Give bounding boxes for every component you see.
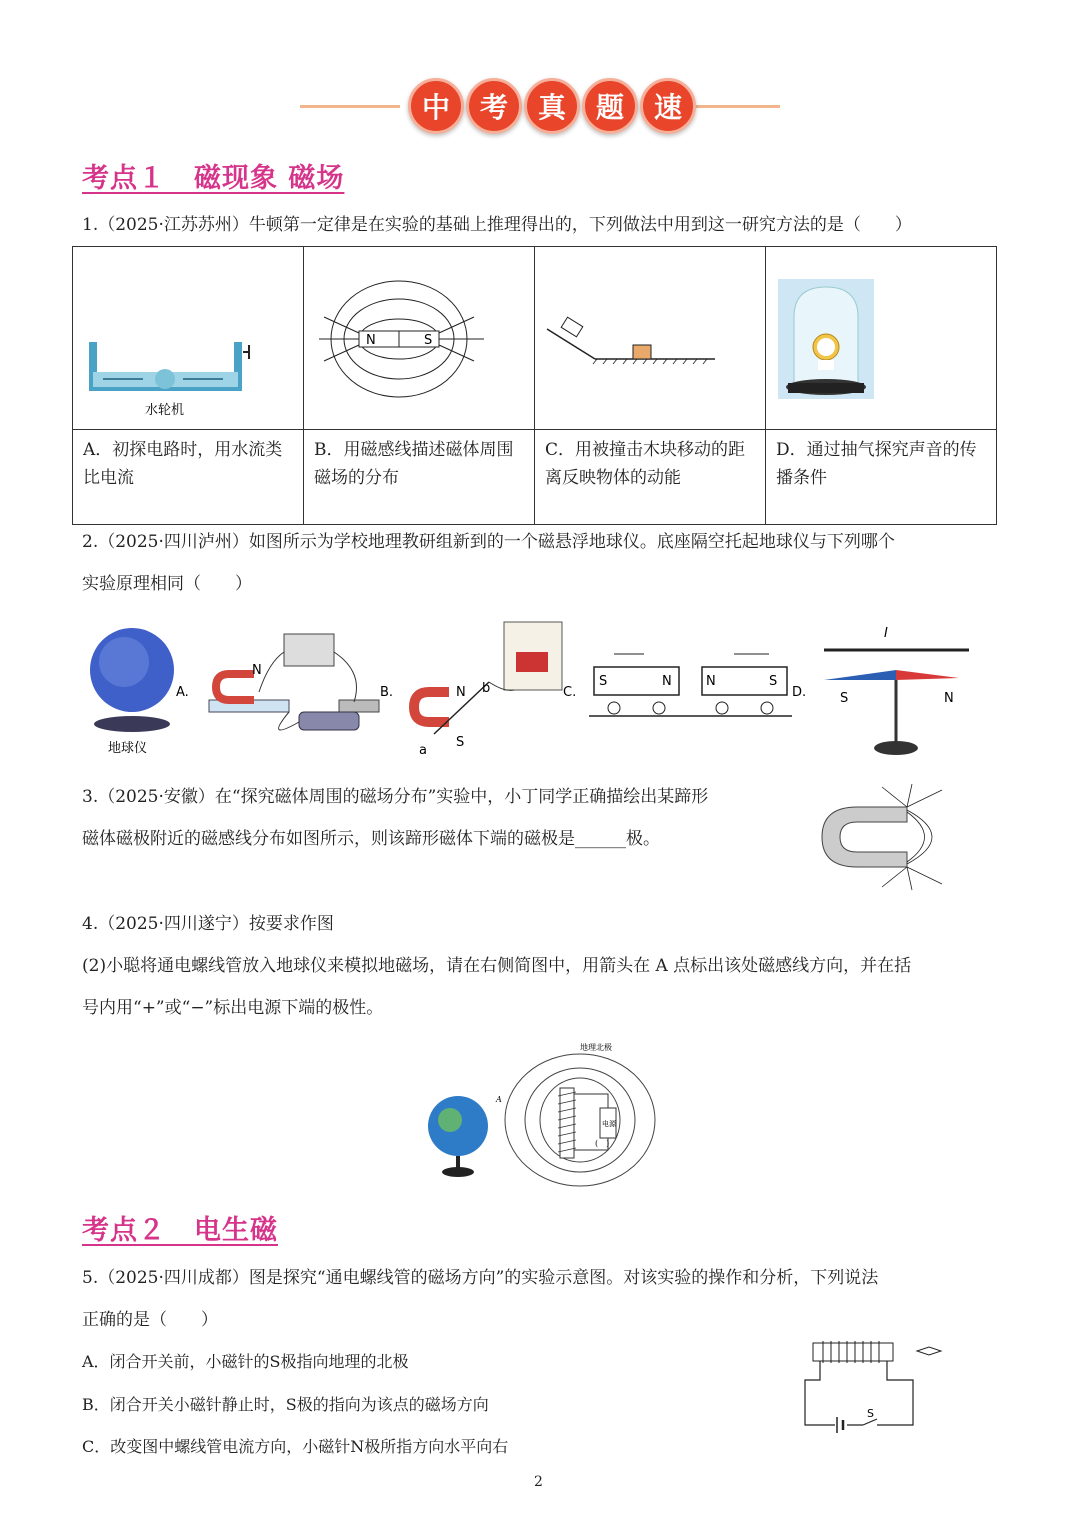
q1-img-b	[304, 247, 535, 430]
q1-magnet-s: S	[424, 333, 433, 348]
page-number: 2	[534, 1474, 543, 1490]
banner-char-3: 真	[524, 78, 580, 134]
banner-char-1: 中	[408, 78, 464, 134]
q2-b-b: b	[482, 681, 491, 696]
q5-figure	[795, 1335, 955, 1445]
q2-c-n1: N	[662, 674, 672, 689]
q3-line-2: 磁体磁极附近的磁感线分布如图所示，则该蹄形磁体下端的磁极是______极。	[82, 829, 660, 849]
q2-c-n2: N	[706, 674, 716, 689]
q4-line-1: 4.（2025·四川遂宁）按要求作图	[82, 914, 334, 934]
q5-line-2: 正确的是（ ）	[82, 1310, 218, 1330]
q3-figure	[812, 782, 962, 892]
q4-line-3: 号内用“+”或“−”标出电源下端的极性。	[82, 998, 384, 1018]
section-1-title: 考点１ 磁现象 磁场	[82, 163, 345, 194]
q2-b-s: S	[456, 735, 465, 750]
header-banner	[300, 78, 780, 134]
q2-b-a: a	[419, 743, 427, 758]
q1-stem: 1.（2025·江苏苏州）牛顿第一定律是在实验的基础上推理得出的，下列做法中用到这一研究方法的是（ ）	[82, 215, 912, 235]
q4-label-geo-north: 地理北极	[580, 1043, 612, 1052]
q2-globe-caption: 地球仪	[108, 741, 148, 756]
q5-switch-label: S	[867, 1407, 874, 1420]
q2-c-s1: S	[599, 674, 608, 689]
q2-c-s2: S	[769, 674, 778, 689]
q1-option-c[interactable]: C．用被撞击木块移动的距离反映物体的动能	[535, 430, 766, 525]
q4-line-2: (2)小聪将通电螺线管放入地球仪来模拟地磁场，请在右侧简图中，用箭头在 A 点标出该处磁感线方向，并在括	[82, 956, 912, 976]
banner-char-4: 题	[582, 78, 638, 134]
q1-options-table	[72, 246, 997, 525]
q1-option-d[interactable]: D．通过抽气探究声音的传播条件	[766, 430, 997, 525]
q2-stem-line-2: 实验原理相同（ ）	[82, 574, 252, 594]
q2-d-s: S	[840, 691, 849, 706]
q1-img-c	[535, 247, 766, 430]
q4-label-power: 电源	[602, 1120, 616, 1128]
q2-d-n: N	[944, 691, 954, 706]
q2-figure	[84, 612, 984, 762]
q2-d-i: I	[884, 626, 888, 641]
q2-label-c: C.	[563, 685, 577, 700]
banner-char-5: 速	[640, 78, 696, 134]
q4-label-paren: ( )	[595, 1139, 610, 1148]
q5-line-1: 5.（2025·四川成都）图是探究“通电螺线管的磁场方向”的实验示意图。对该实验的操作和分析，下列说法	[82, 1268, 879, 1288]
q1-option-b[interactable]: B．用磁感线描述磁体周围磁场的分布	[304, 430, 535, 525]
q4-figure	[420, 1038, 670, 1188]
section-2-title: 考点２ 电生磁	[82, 1215, 278, 1246]
q4-label-a: A	[496, 1095, 502, 1104]
banner-left-line	[300, 105, 400, 108]
q1-img-a	[73, 247, 304, 430]
q3-line-1: 3.（2025·安徽）在“探究磁体周围的磁场分布”实验中，小丁同学正确描绘出某蹄形	[82, 787, 709, 807]
q2-label-d: D.	[792, 685, 807, 700]
q5-option-a[interactable]: A．闭合开关前，小磁针的S极指向地理的北极	[82, 1352, 409, 1371]
q2-a-n: N	[252, 663, 262, 678]
q1-magnet-n: N	[366, 333, 376, 348]
q5-option-c[interactable]: C．改变图中螺线管电流方向，小磁针N极所指方向水平向右	[82, 1437, 509, 1456]
banner-char-2: 考	[466, 78, 522, 134]
q1-option-a[interactable]: A．初探电路时，用水流类比电流	[73, 430, 304, 525]
q2-stem-line-1: 2.（2025·四川泸州）如图所示为学校地理教研组新到的一个磁悬浮地球仪。底座隔空托起地球仪与下列哪个	[82, 532, 895, 552]
q1-img-a-caption: 水轮机	[145, 403, 185, 418]
q1-img-d	[766, 247, 997, 430]
q2-b-n: N	[456, 685, 466, 700]
q5-option-b[interactable]: B．闭合开关小磁针静止时，S极的指向为该点的磁场方向	[82, 1395, 489, 1414]
q2-label-b: B.	[380, 685, 394, 700]
q2-label-a: A.	[176, 685, 189, 700]
